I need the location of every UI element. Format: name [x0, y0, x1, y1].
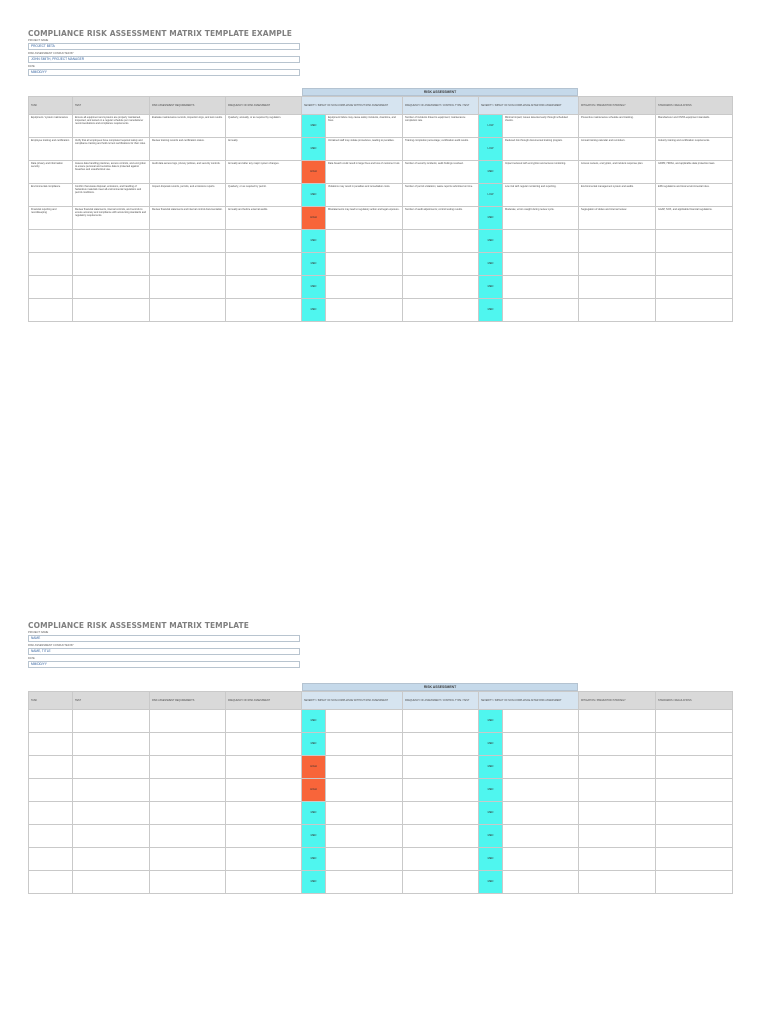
table-cell-req[interactable] [150, 276, 226, 299]
table-cell-req[interactable]: Review training records and certification status. [150, 138, 226, 161]
risk-rating-before-cell[interactable]: MED [302, 802, 326, 825]
table-cell-req[interactable] [150, 230, 226, 253]
table-cell-sev[interactable] [326, 710, 403, 733]
table-cell-test[interactable] [73, 710, 150, 733]
table-cell-sev[interactable]: Untrained staff may violate procedures, leading to penalties. [326, 138, 403, 161]
table-cell-sev[interactable] [326, 733, 403, 756]
table-cell-mit[interactable] [579, 756, 656, 779]
date-field[interactable]: MM/DD/YY [28, 661, 300, 668]
table-cell-freq[interactable]: Quarterly, annually, or as required by regulation. [226, 115, 302, 138]
risk-rating-before-cell[interactable]: MED [302, 138, 326, 161]
table-cell-std[interactable] [656, 848, 733, 871]
risk-rating-after-cell[interactable]: MED [479, 825, 503, 848]
table-cell-mit[interactable] [579, 825, 656, 848]
table-cell-sev2[interactable] [503, 848, 579, 871]
table-cell-mit[interactable]: Environmental management system and audits. [579, 184, 656, 207]
table-row [29, 115, 733, 138]
table-cell-freq[interactable] [226, 276, 302, 299]
table-cell-req[interactable] [150, 710, 226, 733]
table-cell-test[interactable] [73, 825, 150, 848]
example-sheet [28, 28, 732, 328]
table-cell-task[interactable]: Environmental compliance [29, 184, 73, 207]
project-name-field[interactable]: PROJECT BETA [28, 43, 300, 50]
conducted-by-field[interactable]: JOHN SMITH, PROJECT MANAGER [28, 56, 300, 63]
table-cell-mit[interactable] [579, 299, 656, 322]
table-cell-ctrl[interactable] [403, 230, 479, 253]
table-cell-mit[interactable] [579, 276, 656, 299]
table-cell-ctrl[interactable] [403, 825, 479, 848]
table-cell-task[interactable]: Employee training and certification [29, 138, 73, 161]
table-row [29, 161, 733, 184]
col-header-mitigation: MITIGATION / PREVENTION STRATEGY [579, 692, 656, 710]
table-row [29, 230, 733, 253]
table-cell-freq[interactable]: Annually. [226, 138, 302, 161]
table-row [29, 184, 733, 207]
table-cell-std[interactable] [656, 276, 733, 299]
table-cell-task[interactable]: Data privacy and information security [29, 161, 73, 184]
table-cell-ctrl[interactable] [403, 871, 479, 894]
table-cell-sev2[interactable]: Impact reduced with encryption and access monitoring. [503, 161, 579, 184]
table-cell-std[interactable] [656, 871, 733, 894]
table-row [29, 802, 733, 825]
table-cell-ctrl[interactable] [403, 276, 479, 299]
date-label: DATE [28, 65, 35, 68]
col-header-severity-after: SEVERITY / IMPACT OF NON-COMPLIANCE AFTER RISK ASSESSMENT [479, 97, 579, 115]
col-header-task: TASK [29, 97, 73, 115]
table-cell-sev[interactable] [326, 779, 403, 802]
table-cell-std[interactable] [656, 253, 733, 276]
table-cell-test[interactable] [73, 253, 150, 276]
table-cell-mit[interactable]: Annual training calendar and reminders. [579, 138, 656, 161]
table-cell-ctrl[interactable] [403, 733, 479, 756]
table-cell-sev2[interactable] [503, 756, 579, 779]
table-cell-sev2[interactable]: Low risk with regular monitoring and reporting. [503, 184, 579, 207]
table-cell-std[interactable] [656, 802, 733, 825]
table-cell-sev[interactable] [326, 230, 403, 253]
col-header-severity-after: SEVERITY / IMPACT OF NON-COMPLIANCE AFTER RISK ASSESSMENT [479, 692, 579, 710]
risk-rating-after-cell[interactable]: MED [479, 207, 503, 230]
table-cell-mit[interactable] [579, 848, 656, 871]
table-cell-req[interactable] [150, 779, 226, 802]
table-cell-sev[interactable]: Data breach could result in large fines and loss of customer trust. [326, 161, 403, 184]
risk-rating-before-cell[interactable]: HIGH [302, 207, 326, 230]
risk-rating-before-cell[interactable]: MED [302, 848, 326, 871]
table-cell-mit[interactable] [579, 230, 656, 253]
table-cell-std[interactable] [656, 779, 733, 802]
table-cell-req[interactable]: Review financial statements and internal control documentation. [150, 207, 226, 230]
table-cell-std[interactable]: Manufacturer and OSHA equipment standards. [656, 115, 733, 138]
table-cell-mit[interactable] [579, 710, 656, 733]
table-cell-std[interactable]: GAAP, SOX, and applicable financial regulations. [656, 207, 733, 230]
table-cell-sev2[interactable] [503, 710, 579, 733]
table-cell-sev[interactable]: Misstatements may lead to regulatory action and legal exposure. [326, 207, 403, 230]
table-cell-ctrl[interactable]: Number of security incidents; audit findings resolved. [403, 161, 479, 184]
col-header-requirements: RISK ASSESSMENT REQUIREMENTS [150, 692, 226, 710]
table-cell-test[interactable] [73, 230, 150, 253]
table-cell-task[interactable]: Financial reporting and recordkeeping [29, 207, 73, 230]
table-cell-sev[interactable] [326, 299, 403, 322]
table-cell-task[interactable] [29, 848, 73, 871]
table-cell-sev2[interactable] [503, 230, 579, 253]
table-cell-sev2[interactable]: Minimal impact; issues detected early through scheduled checks. [503, 115, 579, 138]
table-cell-sev2[interactable] [503, 733, 579, 756]
col-header-control-type: FREQUENCY OF ASSESSMENT / CONTROL TYPE / TEST [403, 692, 479, 710]
risk-rating-before-cell[interactable]: MED [302, 276, 326, 299]
table-cell-task[interactable] [29, 825, 73, 848]
table-cell-freq[interactable] [226, 733, 302, 756]
risk-rating-before-cell[interactable]: MED [302, 825, 326, 848]
table-cell-sev[interactable]: Violations may result in penalties and remediation costs. [326, 184, 403, 207]
table-cell-task[interactable] [29, 779, 73, 802]
table-cell-req[interactable] [150, 299, 226, 322]
table-cell-req[interactable] [150, 802, 226, 825]
risk-rating-after-cell[interactable]: LOW [479, 138, 503, 161]
date-label: DATE [28, 657, 35, 660]
table-cell-std[interactable] [656, 756, 733, 779]
table-cell-test[interactable] [73, 848, 150, 871]
table-row [29, 733, 733, 756]
table-cell-test[interactable]: Review financial statements, internal controls, and records to ensure accuracy and compliance with accounting standards and regulatory requirements. [73, 207, 150, 230]
table-cell-mit[interactable] [579, 871, 656, 894]
table-row [29, 299, 733, 322]
table-cell-ctrl[interactable] [403, 253, 479, 276]
risk-rating-before-cell[interactable]: HIGH [302, 779, 326, 802]
table-cell-sev[interactable] [326, 756, 403, 779]
col-header-mitigation: MITIGATION / PREVENTION STRATEGY [579, 97, 656, 115]
table-cell-sev[interactable] [326, 276, 403, 299]
table-cell-mit[interactable] [579, 253, 656, 276]
table-cell-freq[interactable]: Annually and before external audits. [226, 207, 302, 230]
table-cell-sev2[interactable] [503, 276, 579, 299]
table-cell-ctrl[interactable]: Number of incidents linked to equipment; maintenance completion rate. [403, 115, 479, 138]
table-cell-mit[interactable] [579, 802, 656, 825]
table-cell-std[interactable] [656, 733, 733, 756]
col-header-severity-before: SEVERITY / IMPACT OF NON-COMPLIANCE WITHOUT RISK ASSESSMENT [302, 692, 403, 710]
table-cell-sev[interactable] [326, 253, 403, 276]
table-cell-ctrl[interactable]: Number of permit violations; waste reports submitted on time. [403, 184, 479, 207]
table-cell-sev[interactable] [326, 802, 403, 825]
risk-rating-after-cell[interactable]: MED [479, 733, 503, 756]
page-title: COMPLIANCE RISK ASSESSMENT MATRIX TEMPLATE EXAMPLE [28, 29, 292, 38]
table-cell-mit[interactable] [579, 733, 656, 756]
col-header-frequency: FREQUENCY OF RISK ASSESSMENT [226, 97, 302, 115]
table-cell-ctrl[interactable] [403, 779, 479, 802]
table-cell-std[interactable]: Industry training and certification requirements. [656, 138, 733, 161]
risk-rating-after-cell[interactable]: MED [479, 230, 503, 253]
conducted-by-field[interactable]: NAME, TITLE [28, 648, 300, 655]
col-header-requirements: RISK ASSESSMENT REQUIREMENTS [150, 97, 226, 115]
table-row [29, 710, 733, 733]
table-row [29, 871, 733, 894]
table-cell-test[interactable] [73, 276, 150, 299]
risk-rating-before-cell[interactable]: MED [302, 733, 326, 756]
project-name-label: PROJECT NAME [28, 631, 49, 634]
table-cell-sev[interactable] [326, 848, 403, 871]
table-cell-test[interactable]: Assess data handling practices, access controls, and encryption to ensure personal and sensitive data is protected against breaches and unauthorized use. [73, 161, 150, 184]
col-header-control-type: FREQUENCY OF ASSESSMENT / CONTROL TYPE / TEST [403, 97, 479, 115]
table-cell-task[interactable] [29, 299, 73, 322]
col-header-severity-before: SEVERITY / IMPACT OF NON-COMPLIANCE WITHOUT RISK ASSESSMENT [302, 97, 403, 115]
table-cell-freq[interactable] [226, 871, 302, 894]
risk-assessment-header: RISK ASSESSMENT [302, 88, 578, 96]
table-cell-mit[interactable]: Segregation of duties and internal review. [579, 207, 656, 230]
table-cell-task[interactable] [29, 756, 73, 779]
col-header-frequency: FREQUENCY OF RISK ASSESSMENT [226, 692, 302, 710]
risk-rating-before-cell[interactable]: MED [302, 184, 326, 207]
table-cell-req[interactable]: Evaluate maintenance records, inspection logs, and test results. [150, 115, 226, 138]
table-cell-freq[interactable] [226, 230, 302, 253]
blank-matrix-table [28, 691, 733, 894]
table-cell-req[interactable] [150, 756, 226, 779]
risk-rating-before-cell[interactable]: MED [302, 299, 326, 322]
table-cell-test[interactable] [73, 756, 150, 779]
table-cell-mit[interactable]: Access reviews, encryption, and incident response plan. [579, 161, 656, 184]
risk-rating-after-cell[interactable]: MED [479, 710, 503, 733]
table-cell-task[interactable] [29, 733, 73, 756]
table-cell-freq[interactable] [226, 253, 302, 276]
table-row [29, 253, 733, 276]
table-cell-req[interactable] [150, 733, 226, 756]
table-cell-ctrl[interactable] [403, 848, 479, 871]
table-cell-req[interactable] [150, 848, 226, 871]
risk-rating-before-cell[interactable]: MED [302, 871, 326, 894]
table-cell-freq[interactable] [226, 848, 302, 871]
table-cell-test[interactable] [73, 299, 150, 322]
col-header-standards: STANDARDS / REGULATIONS [656, 97, 733, 115]
table-cell-std[interactable] [656, 299, 733, 322]
table-cell-req[interactable] [150, 825, 226, 848]
risk-rating-before-cell[interactable]: HIGH [302, 756, 326, 779]
table-cell-req[interactable] [150, 871, 226, 894]
risk-rating-after-cell[interactable]: LOW [479, 184, 503, 207]
table-cell-std[interactable]: GDPR, HIPAA, and applicable data protection laws. [656, 161, 733, 184]
table-cell-test[interactable]: Verify that all employees have completed required safety and compliance training and hold current certifications for their roles. [73, 138, 150, 161]
table-cell-ctrl[interactable]: Training completion percentage; certification audit results. [403, 138, 479, 161]
header-row [29, 692, 733, 710]
col-header-test: TEST [73, 97, 150, 115]
project-name-label: PROJECT NAME [28, 39, 49, 42]
table-cell-freq[interactable] [226, 710, 302, 733]
table-cell-test[interactable]: Ensure all equipment and systems are properly maintained, inspected, and tested on a regular schedule per manufacturer recommendations and compliance requirements. [73, 115, 150, 138]
table-cell-freq[interactable] [226, 756, 302, 779]
table-row [29, 825, 733, 848]
table-cell-ctrl[interactable] [403, 802, 479, 825]
table-cell-sev2[interactable] [503, 779, 579, 802]
project-name-field[interactable]: NAME [28, 635, 300, 642]
table-cell-std[interactable]: EPA regulations and local environmental rules. [656, 184, 733, 207]
table-cell-std[interactable] [656, 825, 733, 848]
risk-rating-before-cell[interactable]: HIGH [302, 161, 326, 184]
table-cell-ctrl[interactable] [403, 710, 479, 733]
risk-rating-after-cell[interactable]: MED [479, 299, 503, 322]
conducted-by-label: RISK ASSESSMENT CONDUCTED BY [28, 52, 74, 55]
risk-assessment-header: RISK ASSESSMENT [302, 683, 578, 691]
example-matrix-table [28, 96, 733, 322]
table-cell-req[interactable] [150, 253, 226, 276]
table-cell-mit[interactable]: Preventive maintenance schedule and tracking. [579, 115, 656, 138]
table-cell-task[interactable] [29, 871, 73, 894]
table-cell-ctrl[interactable] [403, 299, 479, 322]
col-header-standards: STANDARDS / REGULATIONS [656, 692, 733, 710]
table-row [29, 207, 733, 230]
table-cell-sev2[interactable] [503, 299, 579, 322]
table-cell-freq[interactable]: Annually and after any major system changes. [226, 161, 302, 184]
col-header-task: TASK [29, 692, 73, 710]
blank-sheet [28, 620, 732, 920]
table-cell-req[interactable]: Inspect disposal records, permits, and emissions reports. [150, 184, 226, 207]
risk-rating-before-cell[interactable]: MED [302, 253, 326, 276]
table-cell-test[interactable] [73, 871, 150, 894]
table-cell-test[interactable] [73, 802, 150, 825]
risk-rating-after-cell[interactable]: MED [479, 779, 503, 802]
table-row [29, 138, 733, 161]
table-cell-sev[interactable]: Equipment failure may cause safety incidents, downtime, and fines. [326, 115, 403, 138]
table-cell-std[interactable] [656, 230, 733, 253]
table-cell-freq[interactable]: Quarterly, or as required by permit. [226, 184, 302, 207]
table-cell-task[interactable] [29, 230, 73, 253]
risk-rating-before-cell[interactable]: MED [302, 710, 326, 733]
table-cell-ctrl[interactable] [403, 756, 479, 779]
table-cell-mit[interactable] [579, 779, 656, 802]
table-cell-sev2[interactable] [503, 802, 579, 825]
date-field[interactable]: MM/DD/YY [28, 69, 300, 76]
risk-rating-after-cell[interactable]: MED [479, 848, 503, 871]
risk-rating-before-cell[interactable]: MED [302, 230, 326, 253]
table-cell-sev2[interactable]: Reduced risk through documented training program. [503, 138, 579, 161]
table-cell-sev[interactable] [326, 871, 403, 894]
risk-rating-after-cell[interactable]: MED [479, 161, 503, 184]
table-cell-test[interactable] [73, 733, 150, 756]
table-cell-test[interactable] [73, 779, 150, 802]
table-cell-task[interactable] [29, 276, 73, 299]
table-cell-test[interactable]: Confirm that waste disposal, emissions, and handling of hazardous materials meet all environmental regulations and permit conditions. [73, 184, 150, 207]
risk-rating-after-cell[interactable]: MED [479, 802, 503, 825]
table-cell-task[interactable] [29, 253, 73, 276]
table-cell-task[interactable]: Equipment / system maintenance [29, 115, 73, 138]
page-title: COMPLIANCE RISK ASSESSMENT MATRIX TEMPLATE [28, 621, 249, 630]
table-row [29, 276, 733, 299]
table-cell-task[interactable] [29, 710, 73, 733]
risk-rating-before-cell[interactable]: MED [302, 115, 326, 138]
risk-rating-after-cell[interactable]: LOW [479, 115, 503, 138]
table-cell-sev2[interactable]: Moderate; errors caught during review cycle. [503, 207, 579, 230]
table-cell-sev[interactable] [326, 825, 403, 848]
table-cell-task[interactable] [29, 802, 73, 825]
table-cell-sev2[interactable] [503, 871, 579, 894]
table-cell-sev2[interactable] [503, 825, 579, 848]
risk-rating-after-cell[interactable]: MED [479, 871, 503, 894]
table-cell-std[interactable] [656, 710, 733, 733]
risk-rating-after-cell[interactable]: MED [479, 276, 503, 299]
table-cell-freq[interactable] [226, 299, 302, 322]
table-row [29, 779, 733, 802]
table-row [29, 756, 733, 779]
table-cell-freq[interactable] [226, 779, 302, 802]
risk-rating-after-cell[interactable]: MED [479, 253, 503, 276]
table-cell-freq[interactable] [226, 802, 302, 825]
table-cell-sev2[interactable] [503, 253, 579, 276]
table-row [29, 848, 733, 871]
table-cell-req[interactable]: Audit data access logs, privacy policies, and security controls. [150, 161, 226, 184]
table-cell-freq[interactable] [226, 825, 302, 848]
header-row [29, 97, 733, 115]
col-header-test: TEST [73, 692, 150, 710]
conducted-by-label: RISK ASSESSMENT CONDUCTED BY [28, 644, 74, 647]
risk-rating-after-cell[interactable]: MED [479, 756, 503, 779]
table-cell-ctrl[interactable]: Number of audit adjustments; control testing results. [403, 207, 479, 230]
